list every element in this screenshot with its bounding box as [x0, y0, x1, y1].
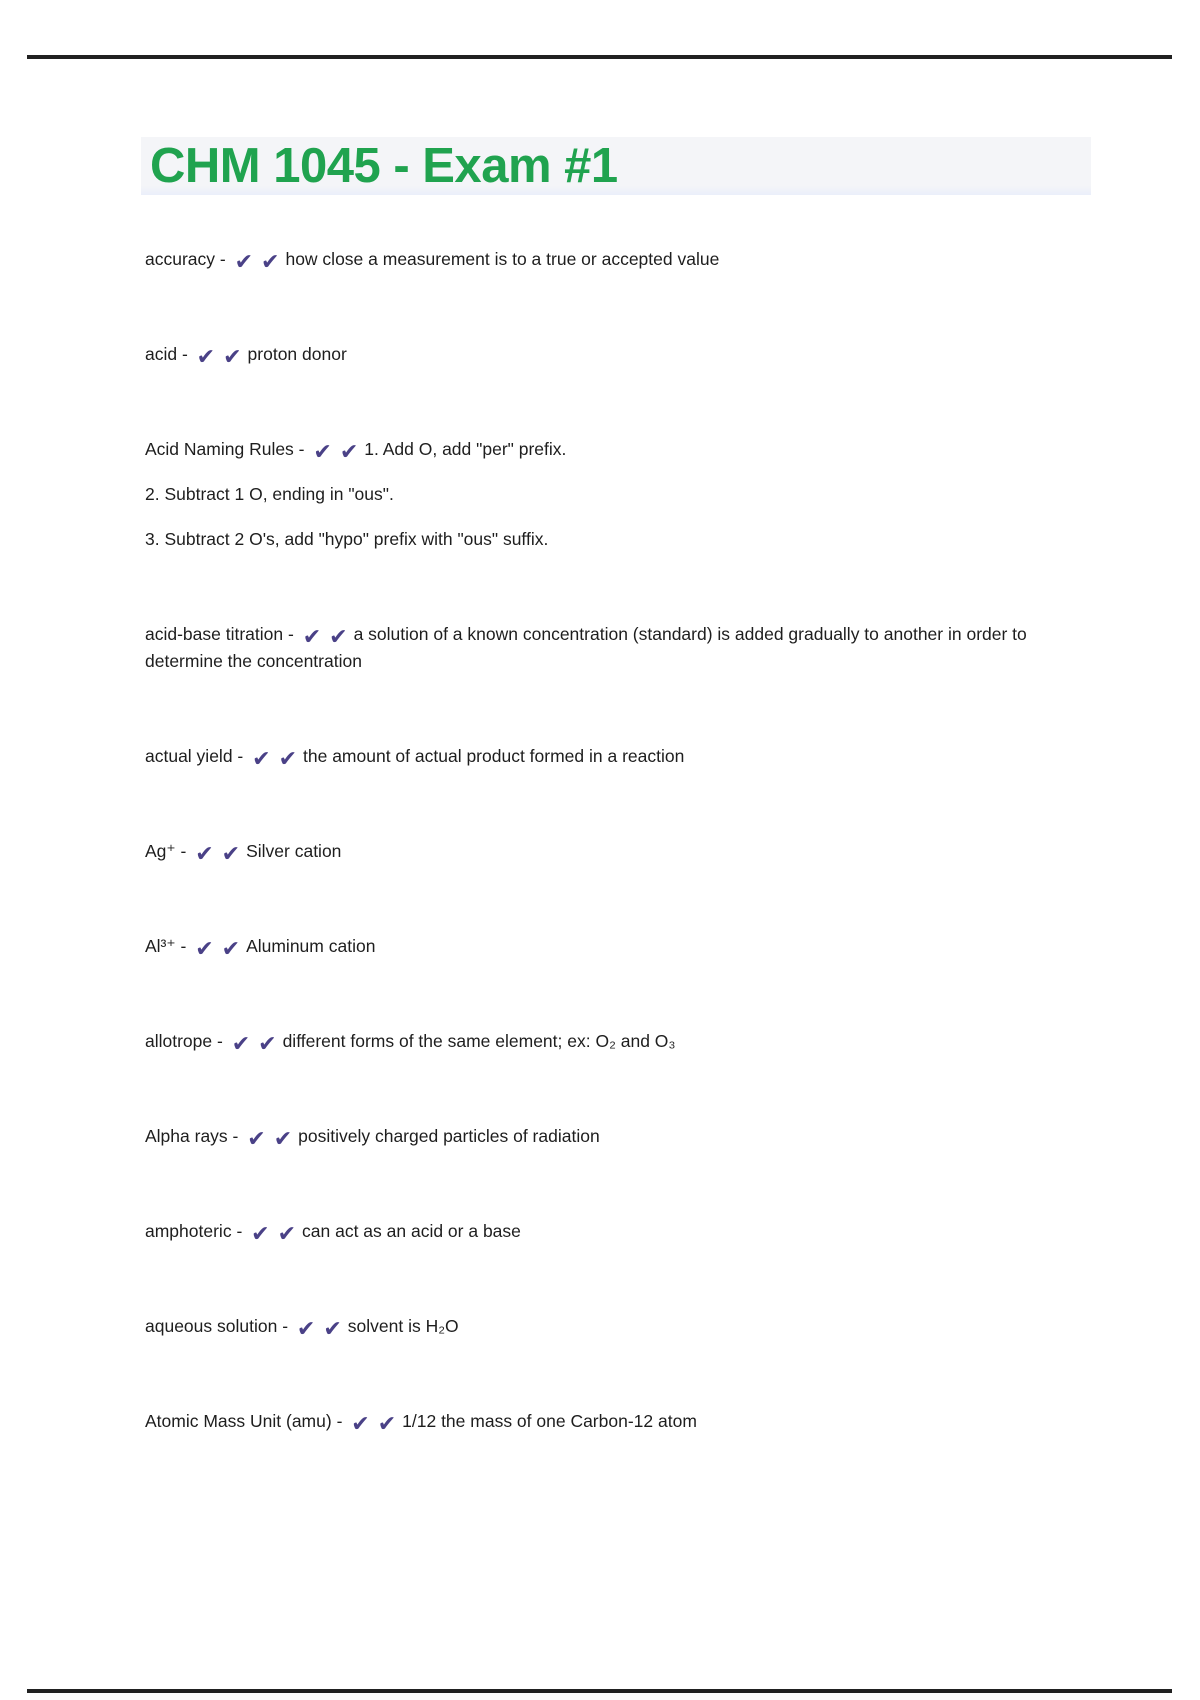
entry-definition: positively charged particles of radiation [298, 1126, 600, 1146]
entry-line [145, 1028, 1078, 1055]
entry-line [145, 743, 1078, 770]
entry-definition: Aluminum cation [246, 936, 376, 956]
entry-term: acid [145, 344, 178, 364]
check-icon: ✔ [339, 439, 359, 464]
check-icon: ✔ [223, 344, 242, 369]
entry-term: actual yield [145, 746, 233, 766]
check-icon: ✔ [313, 439, 332, 464]
entry-extra-line: 3. Subtract 2 O's, add "hypo" prefix with "ous" suffix. [145, 529, 549, 549]
entry-term: Ag⁺ [145, 841, 176, 861]
glossary-entry [145, 743, 1078, 770]
entry-definition: different forms of the same element; ex: O₂ and O₃ [282, 1031, 676, 1051]
entry-definition: can act as an acid or a base [302, 1221, 521, 1241]
term-definition-separator: - [232, 746, 249, 766]
entry-extra-line: 2. Subtract 1 O, ending in "ous". [145, 484, 394, 504]
entry-line [145, 1123, 1078, 1150]
check-icon: ✔ [273, 1126, 293, 1151]
entry-extra-lines [145, 481, 1078, 553]
check-icon: ✔ [195, 841, 214, 866]
term-definition-separator: - [227, 1126, 244, 1146]
glossary-entry [145, 436, 1078, 553]
check-icon: ✔ [252, 746, 271, 771]
term-definition-separator: - [215, 249, 231, 269]
glossary-entry [145, 621, 1078, 675]
check-icon: ✔ [296, 1316, 316, 1341]
glossary-entry [145, 1028, 1078, 1055]
entry-definition: proton donor [247, 344, 347, 364]
entry-term: accuracy [145, 249, 216, 269]
term-definition-separator: - [277, 1316, 293, 1336]
check-icon: ✔ [234, 249, 254, 274]
check-icon: ✔ [278, 746, 297, 771]
check-icon: ✔ [195, 936, 214, 961]
entry-line [145, 1408, 1078, 1435]
entry-term: acid-base titration [145, 624, 284, 644]
entry-line [145, 838, 1078, 865]
glossary-entry [145, 1218, 1078, 1245]
top-border-rule [27, 55, 1172, 59]
term-definition-separator: - [283, 624, 299, 644]
glossary-entry [145, 933, 1078, 960]
entry-term: Alpha rays [145, 1126, 228, 1146]
check-icon: ✔ [377, 1411, 397, 1436]
entry-definition: 1. Add O, add "per" prefix. [364, 439, 567, 459]
check-icon: ✔ [323, 1316, 342, 1341]
glossary-entry [145, 1123, 1078, 1150]
term-definition-separator: - [175, 841, 192, 861]
check-icon: ✔ [277, 1221, 297, 1246]
term-definition-separator: - [175, 936, 192, 956]
check-icon: ✔ [261, 249, 280, 274]
glossary-entry [145, 246, 1078, 273]
entry-line [145, 933, 1078, 960]
check-icon: ✔ [251, 1221, 270, 1246]
check-icon: ✔ [221, 841, 241, 866]
entry-line [145, 341, 1078, 368]
check-icon: ✔ [231, 1031, 251, 1056]
term-definition-separator: - [231, 1221, 248, 1241]
entry-line [145, 246, 1078, 273]
check-icon: ✔ [221, 936, 241, 961]
bottom-border-rule [27, 1689, 1172, 1693]
check-icon: ✔ [351, 1411, 370, 1436]
check-icon: ✔ [247, 1126, 266, 1151]
term-definition-separator: - [177, 344, 193, 364]
term-definition-separator: - [331, 1411, 348, 1431]
entry-definition: a solution of a known concentration (standard) is added gradually to another in order to determine the concentration [145, 624, 1027, 671]
check-icon: ✔ [196, 344, 216, 369]
entry-line [145, 1313, 1078, 1340]
term-definition-separator: - [212, 1031, 228, 1051]
check-icon: ✔ [258, 1031, 277, 1056]
entry-definition: 1/12 the mass of one Carbon-12 atom [402, 1411, 697, 1431]
entry-term: aqueous solution [145, 1316, 278, 1336]
page-title: CHM 1045 - Exam #1 [150, 138, 618, 193]
glossary-entry [145, 1408, 1078, 1435]
glossary-entries [145, 246, 1078, 1503]
check-icon: ✔ [329, 624, 348, 649]
entry-term: Atomic Mass Unit (amu) [145, 1411, 332, 1431]
entry-term: Al³⁺ [145, 936, 176, 956]
glossary-entry [145, 838, 1078, 865]
term-definition-separator: - [293, 439, 310, 459]
glossary-entry [145, 341, 1078, 368]
entry-term: amphoteric [145, 1221, 232, 1241]
entry-line [145, 436, 1078, 463]
entry-term: allotrope [145, 1031, 213, 1051]
entry-line [145, 621, 1078, 675]
entry-definition: the amount of actual product formed in a reaction [303, 746, 685, 766]
entry-definition: how close a measurement is to a true or accepted value [285, 249, 720, 269]
title-banner [141, 137, 1091, 195]
entry-term: Acid Naming Rules [145, 439, 294, 459]
entry-definition: solvent is H₂O [347, 1316, 459, 1336]
entry-line [145, 1218, 1078, 1245]
entry-definition: Silver cation [246, 841, 342, 861]
glossary-entry [145, 1313, 1078, 1340]
check-icon: ✔ [302, 624, 322, 649]
